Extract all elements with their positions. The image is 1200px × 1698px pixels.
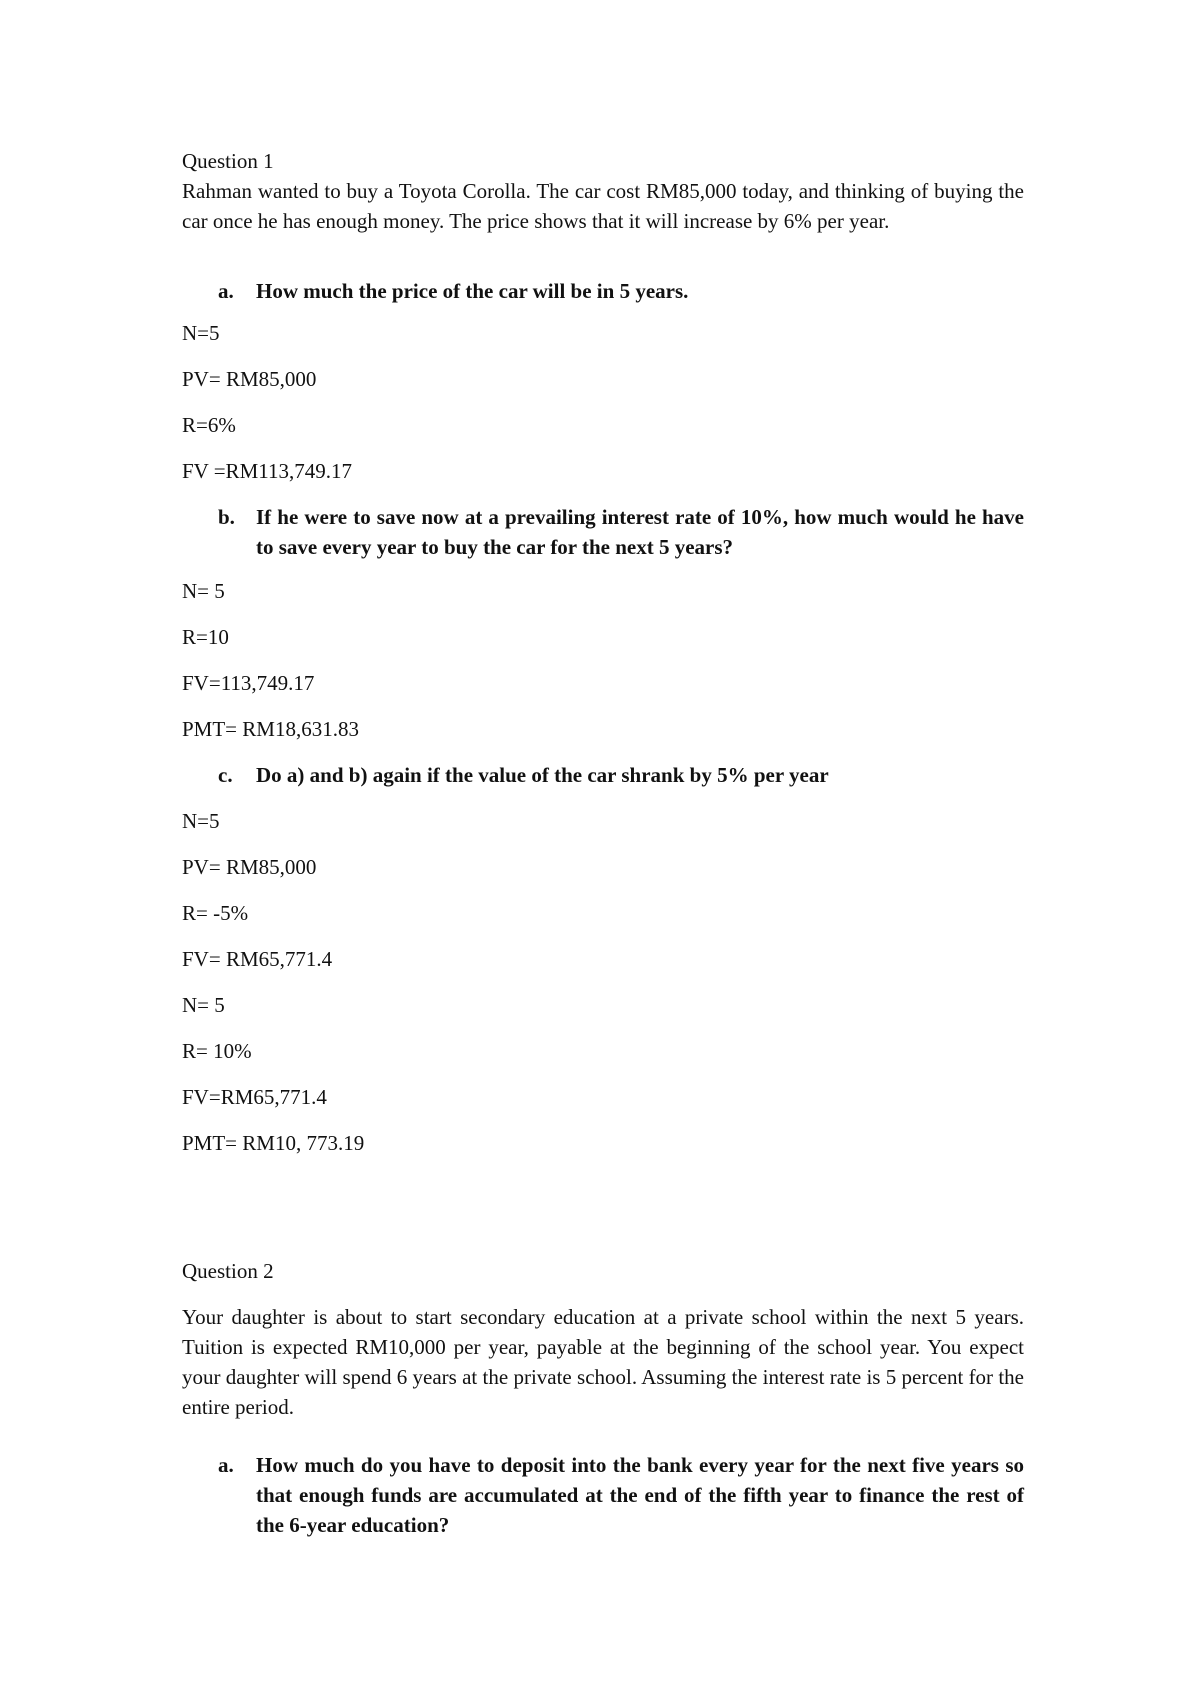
q1-b-line-3: FV=113,749.17 — [182, 671, 315, 695]
q1-item-a — [182, 276, 1024, 306]
q1-b-line-2: R=10 — [182, 625, 229, 649]
q1-a-line-1: N=5 — [182, 321, 220, 345]
q2-item-a-question: How much do you have to deposit into the bank every year for the next five years so that enough funds are accumulated at the end of the fifth year to finance the rest of the 6-year education? — [256, 1453, 1024, 1537]
q1-c-line-2: PV= RM85,000 — [182, 855, 317, 879]
q1-c-line-3: R= -5% — [182, 901, 249, 925]
q1-item-b-marker: b. — [218, 505, 235, 529]
q1-a-line-4: FV =RM113,749.17 — [182, 459, 352, 483]
q1-intro: Rahman wanted to buy a Toyota Corolla. The car cost RM85,000 today, and thinking of buying the car once he has enough money. The price shows that it will increase by 6% per year. — [182, 179, 1024, 233]
q1-c-line-5: N= 5 — [182, 993, 225, 1017]
q1-heading: Question 1 — [182, 149, 274, 173]
q2-intro: Your daughter is about to start secondary education at a private school within the next 5 years. Tuition is expected RM10,000 per year, payable at the beginning of the school year. You expect your daughter will spend 6 years at the private school. Assuming the interest rate is 5 percent for the entire period. — [182, 1305, 1024, 1419]
q1-item-c — [182, 760, 1024, 790]
q2-item-a-marker: a. — [218, 1453, 234, 1477]
q1-a-line-3: R=6% — [182, 413, 236, 437]
q1-c-line-7: FV=RM65,771.4 — [182, 1085, 327, 1109]
q1-item-c-question: Do a) and b) again if the value of the car shrank by 5% per year — [256, 763, 829, 787]
q1-c-line-6: R= 10% — [182, 1039, 252, 1063]
q1-item-b — [182, 502, 1024, 562]
q1-c-line-4: FV= RM65,771.4 — [182, 947, 333, 971]
q1-a-line-2: PV= RM85,000 — [182, 367, 317, 391]
q1-c-line-8: PMT= RM10, 773.19 — [182, 1131, 365, 1155]
q1-item-c-marker: c. — [218, 763, 233, 787]
q2-heading: Question 2 — [182, 1259, 274, 1283]
q2-item-a — [182, 1450, 1024, 1540]
q1-c-line-1: N=5 — [182, 809, 220, 833]
q1-item-a-marker: a. — [218, 279, 234, 303]
q1-item-a-question: How much the price of the car will be in 5 years. — [256, 279, 689, 303]
q1-b-line-1: N= 5 — [182, 579, 225, 603]
q1-b-line-4: PMT= RM18,631.83 — [182, 717, 359, 741]
q1-item-b-question: If he were to save now at a prevailing interest rate of 10%, how much would he have to save every year to buy the car for the next 5 years? — [256, 505, 1024, 559]
